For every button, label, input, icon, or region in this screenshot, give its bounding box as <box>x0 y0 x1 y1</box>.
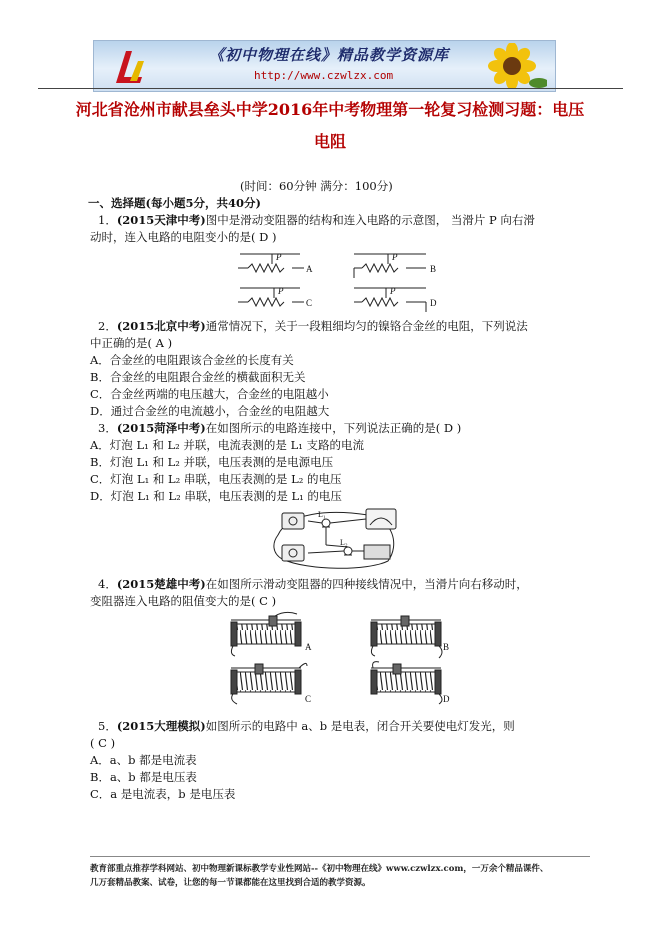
q1-line2: 动时，连入电路的电阻变小的是( D ) <box>90 230 277 244</box>
q4-label-d: D <box>443 694 450 704</box>
document-title <box>50 94 610 158</box>
q1-source: (2015天津中考) <box>116 213 206 227</box>
q4-label-a: A <box>305 642 312 652</box>
banner-title: 《初中物理在线》精品教学资源库 <box>209 46 450 64</box>
footer-rule <box>90 856 590 857</box>
q3-fig-label-l1: L₁ <box>318 510 326 519</box>
q2-number: 2． <box>98 319 117 333</box>
q4-label-b: B <box>443 642 450 652</box>
q1-rheostat-figure <box>230 246 450 314</box>
q4-stem: 在如图所示滑动变阻器的四种接线情况中，当滑片向右移动时， <box>205 577 528 591</box>
section-heading: 一、选择题(每小题5分，共40分) <box>88 196 261 210</box>
q1-slider-d: P <box>390 286 396 296</box>
q4-label-c: C <box>305 694 312 704</box>
site-banner <box>93 40 556 92</box>
q3-line1 <box>98 420 461 436</box>
q4-number: 4． <box>98 577 117 591</box>
site-logo-icon <box>112 47 146 85</box>
q5-option-c: C．a 是电流表，b 是电压表 <box>90 787 236 801</box>
q3-circuit-figure <box>268 505 406 573</box>
q1-label-c: C <box>306 298 313 308</box>
footer-line1: 教育部重点推荐学科网站、初中物理新课标教学专业性网站--《初中物理在线》www.czwlzx.com，一万余个精品课件、 <box>90 864 549 874</box>
q1-slider-c: P <box>278 286 284 296</box>
q1-line1 <box>98 212 535 228</box>
banner-url[interactable]: http://www.czwlzx.com <box>254 69 394 82</box>
q3-source: (2015菏泽中考) <box>116 421 206 435</box>
sunflower-icon <box>477 43 547 89</box>
q1-number: 1． <box>98 213 117 227</box>
q2-line1 <box>98 318 528 334</box>
q3-number: 3． <box>98 421 117 435</box>
q2-line2: 中正确的是( A ) <box>90 336 173 350</box>
q1-label-b: B <box>430 264 437 274</box>
q4-rheostat-figure <box>225 610 455 706</box>
document-title-line2: 电阻 <box>313 132 346 151</box>
q1-stem: 图中是滑动变阻器的结构和连入电路的示意图， 当滑片 P 向右滑 <box>205 213 535 227</box>
q1-label-a: A <box>306 264 313 274</box>
q4-line1 <box>98 576 528 592</box>
q5-stem: 如图所示的电路中 a、b 是电表，闭合开关要使电灯发光，则 <box>205 719 515 733</box>
page-footer <box>90 862 590 890</box>
q2-source: (2015北京中考) <box>116 319 206 333</box>
header-rule <box>38 88 623 89</box>
q2-option-a: A．合金丝的电阻跟该合金丝的长度有关 <box>90 353 294 367</box>
q2-option-b: B．合金丝的电阻跟合金丝的横截面积无关 <box>90 370 306 384</box>
q5-line1 <box>98 718 515 734</box>
document-title-line1: 河北省沧州市献县垒头中学2016年中考物理第一轮复习检测习题：电压 <box>75 100 585 119</box>
q2-option-d: D．通过合金丝的电流越小，合金丝的电阻越大 <box>90 404 330 418</box>
q3-fig-label-l2: L₂ <box>340 538 348 547</box>
q2-stem: 通常情况下，关于一段粗细均匀的镍铬合金丝的电阻，下列说法 <box>205 319 528 333</box>
q3-option-b: B．灯泡 L₁ 和 L₂ 并联，电压表测的是电源电压 <box>90 455 334 469</box>
q4-source: (2015楚雄中考) <box>116 577 206 591</box>
q4-line2: 变阻器连入电路的阻值变大的是( C ) <box>90 594 277 608</box>
footer-line2: 几万套精品教案、试卷，让您的每一节课都能在这里找到合适的教学资源。 <box>90 878 371 888</box>
q5-source: (2015大理模拟) <box>116 719 206 733</box>
q5-option-a: A．a、b 都是电流表 <box>90 753 197 767</box>
q1-slider-a: P <box>276 252 282 262</box>
q3-option-d: D．灯泡 L₁ 和 L₂ 串联，电压表测的是 L₁ 的电压 <box>90 489 342 503</box>
q3-option-c: C．灯泡 L₁ 和 L₂ 串联，电压表测的是 L₂ 的电压 <box>90 472 342 486</box>
q5-option-b: B．a、b 都是电压表 <box>90 770 197 784</box>
q1-slider-b: P <box>392 252 398 262</box>
q2-option-c: C．合金丝两端的电压越大，合金丝的电阻越小 <box>90 387 329 401</box>
q5-number: 5． <box>98 719 117 733</box>
q3-stem: 在如图所示的电路连接中，下列说法正确的是( D ) <box>205 421 462 435</box>
q5-line2: ( C ) <box>90 736 116 750</box>
q3-option-a: A．灯泡 L₁ 和 L₂ 并联，电流表测的是 L₁ 支路的电流 <box>90 438 364 452</box>
exam-meta: (时间：60分钟 满分：100分) <box>240 179 393 193</box>
q1-label-d: D <box>430 298 437 308</box>
